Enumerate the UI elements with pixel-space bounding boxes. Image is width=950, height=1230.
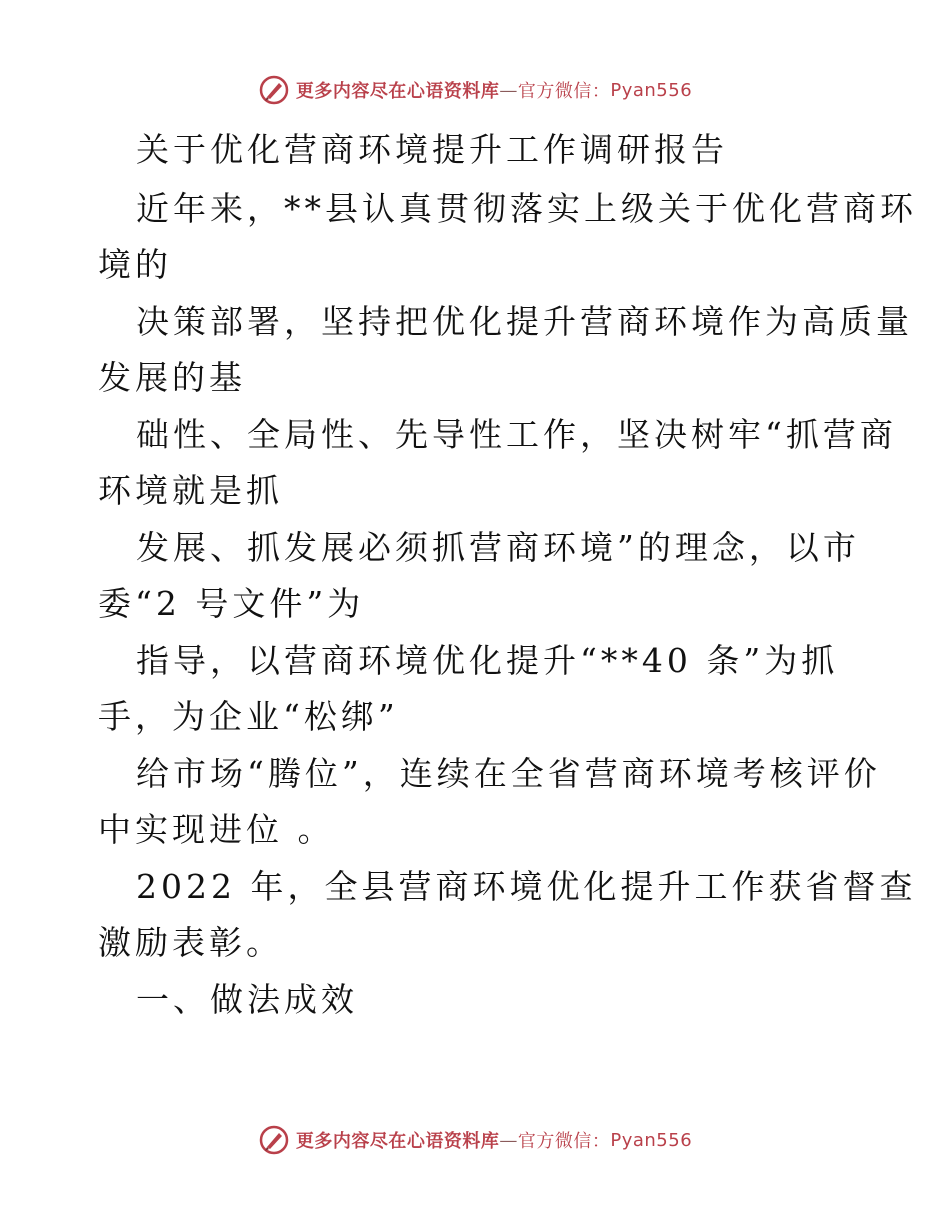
watermark-wechat-label: 官方微信： [517,81,611,102]
paragraph-line: 手，为企业“松绑” [98,697,399,736]
paragraph-line: 激励表彰。 [98,923,283,962]
pen-logo-icon [258,74,290,106]
watermark-banner-bottom [0,1120,950,1160]
watermark-wechat-id: Pyan556 [610,1129,693,1151]
paragraph-line: 决策部署，坚持把优化提升营商环境作为高质量 [136,302,913,341]
document-title: 关于优化营商环境提升工作调研报告 [136,130,728,169]
paragraph-line: 础性、全局性、先导性工作，坚决树牢“抓营商 [136,415,897,454]
section-heading: 一、做法成效 [136,980,358,1019]
paragraph-line: 委“2 号文件”为 [98,584,365,623]
paragraph-line: 境的 [98,245,172,284]
document-body [98,120,917,1029]
paragraph-line: 发展的基 [98,358,246,397]
paragraph-line: 发展、抓发展必须抓营商环境”的理念，以市 [136,528,860,567]
paragraph-line: 给市场“腾位”，连续在全省营商环境考核评价 [136,754,881,793]
pen-logo-icon [258,1124,290,1156]
paragraph-line: 近年来，**县认真贯彻落实上级关于优化营商环 [136,189,917,228]
watermark-wechat-label: 官方微信： [517,1131,611,1152]
watermark-separator: — [499,1129,518,1151]
watermark-separator: — [499,79,518,101]
paragraph-line: 指导，以营商环境优化提升“**40 条”为抓 [136,641,839,680]
watermark-brand: 更多内容尽在心语资料库 [295,1131,500,1152]
watermark-wechat-id: Pyan556 [610,79,693,101]
paragraph-line: 环境就是抓 [98,471,283,510]
watermark-banner-top [0,70,950,110]
paragraph-line: 中实现进位 。 [98,810,335,849]
paragraph-line: 2022 年，全县营商环境优化提升工作获省督查 [136,867,917,906]
watermark-brand: 更多内容尽在心语资料库 [295,81,500,102]
